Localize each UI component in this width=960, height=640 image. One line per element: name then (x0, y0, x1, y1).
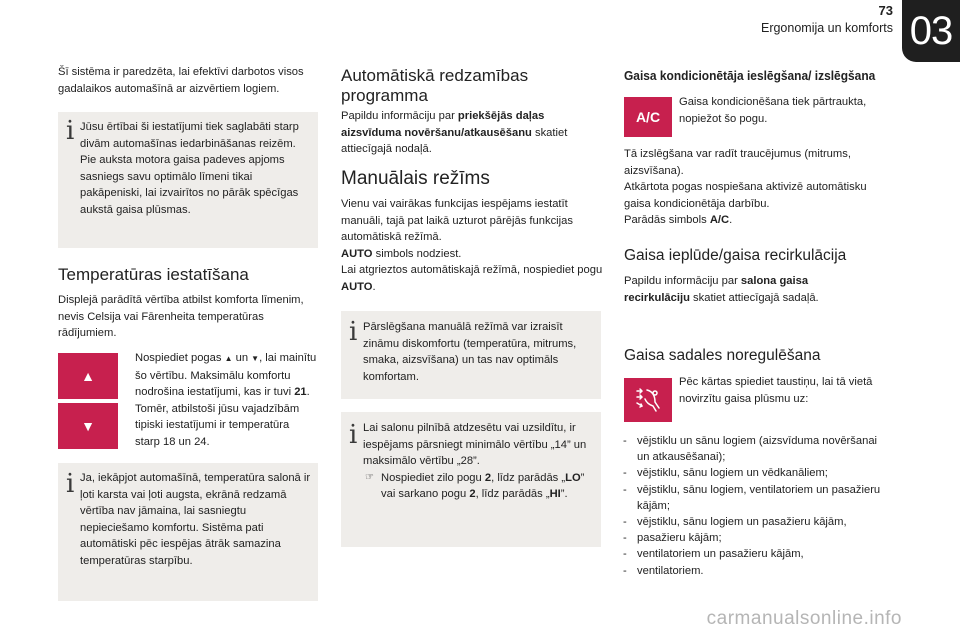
temperature-buttons-text: Nospiediet pogas ▲ un ▼, lai mainītu šo vērtību. Maksimālu komfortu nodrošina iestatījumi, kas ir tuvi 21. Tomēr, atbilstoši jūsu vajadzībām tipiski iestatījumi ir temperatūra starp 18 un 24. (135, 352, 317, 448)
air-distribution-button[interactable] (624, 378, 672, 422)
intro-paragraph: Šī sistēma ir paredzēta, lai efektīvi darbotos visos gadalaikos automašīnā ar aizvērtiem logiem. (58, 66, 304, 95)
air-distribution-icon (633, 385, 663, 415)
info-icon: i (349, 317, 358, 347)
info-box-manual-warning (341, 311, 601, 399)
manual-mode-paragraph: Vienu vai vairākas funkcijas iespējams iestatīt manuāli, tajā pat laikā uzturot pārējās funkcijas automātiskā režīmā. AUTO simbols nodziest. Lai atgrieztos automātiskajā režīmā, nospiediet pogu AUTO. (341, 198, 603, 293)
ac-button-text: Gaisa kondicionēšana tiek pārtraukta, nopiežot šo pogu. (679, 96, 867, 125)
recirculation-paragraph: Papildu informāciju par salona gaisa recirkulāciju skatiet attiecīgajā sadaļā. (624, 275, 819, 304)
auto-visibility-paragraph: Papildu informāciju par priekšējās daļas aizsvīduma novēršanu/atkausēšanu skatiet attiecīgajā nodaļā. (341, 110, 568, 155)
info-icon: i (349, 420, 358, 450)
watermark: carmanualsonline.info (706, 608, 902, 629)
ac-button[interactable]: A/C (624, 97, 672, 137)
list-item: - pasažieru kājām; (621, 530, 891, 546)
info-text-auto-temp: Ja, iekāpjot automašīnā, temperatūra salonā ir ļoti karsta vai ļoti augsta, ekrānā redzamā vērtība nav jāmaina, lai sasniegtu nepieciešamo komfortu. Sistēma pati automātiski pēc iespējas ātrāk samazina temperatūras starpību. (80, 472, 311, 567)
heading-air-distribution: Gaisa sadales noregulēšana (624, 347, 821, 364)
list-item: - vējstiklu un sānu logiem (aizsvīduma novēršanai un atkausēšanai); (621, 433, 891, 465)
up-arrow-icon: ▲ (81, 368, 95, 384)
info-text-manual-warning: Pārslēgšana manuālā režīmā var izraisīt zināmu diskomfortu (temperatūra, mitrums, smaka, aizsvīšana) un tas nav optimāls komfortam. (363, 321, 577, 383)
info-text-lo-hi: Lai salonu pilnībā atdzesētu vai uzsildītu, ir iespējams pārsniegt minimālo vērtību „14” un maksimālo vērtību „28”. ☞ Nospiediet zilo pogu 2, līdz parādās „LO” vai sarkano pogu 2, līdz parādās „HI”. (363, 422, 587, 500)
air-distribution-text: Pēc kārtas spiediet taustiņu, lai tā vietā novirzītu gaisa plūsmu uz: (679, 376, 873, 405)
down-arrow-inline-icon: ▼ (251, 354, 260, 363)
chapter-title: Ergonomija un komforts (760, 21, 893, 35)
heading-recirculation: Gaisa ieplūde/gaisa recirkulācija (624, 247, 847, 264)
list-item: - vējstiklu, sānu logiem un vēdkanāliem; (621, 465, 891, 481)
hand-pointer-icon: ☞ (365, 471, 374, 483)
air-distribution-list (621, 433, 891, 579)
heading-manual-mode: Manuālais režīms (341, 168, 490, 189)
list-item: - ventilatoriem un pasažieru kājām, (621, 546, 891, 562)
info-icon: i (66, 116, 75, 146)
info-box-lo-hi (341, 412, 601, 547)
up-arrow-inline-icon: ▲ (224, 354, 233, 363)
down-arrow-icon: ▼ (81, 418, 95, 434)
heading-temperature: Temperatūras iestatīšana (58, 265, 249, 284)
ac-paragraph: Tā izslēgšana var radīt traucējumus (mitrums, aizsvīšana). Atkārtota pogas nospiešana aktivizē automātisku gaisa kondicionētāja darbību. Parādās simbols A/C. (624, 148, 867, 226)
heading-auto-visibility: Automātiskā redzamības programma (341, 66, 529, 105)
info-box-auto-temp (58, 463, 318, 601)
list-item: - vējstiklu, sānu logiem, ventilatoriem un pasažieru kājām; (621, 482, 891, 514)
list-item: - ventilatoriem. (621, 563, 891, 579)
temperature-down-button[interactable] (58, 403, 118, 449)
temperature-up-button[interactable] (58, 353, 118, 399)
list-item: - vējstiklu, sānu logiem un pasažieru kājām, (621, 514, 891, 530)
chapter-tab: 03 (902, 0, 960, 62)
info-icon: i (66, 469, 75, 499)
page-number: 73 (878, 3, 893, 18)
info-box-memory (58, 112, 318, 248)
temperature-paragraph: Displejā parādītā vērtība atbilst komforta līmenim, nevis Celsija vai Fārenheita temperatūras rādījumiem. (58, 294, 304, 339)
info-text-memory: Jūsu ērtībai ši iestatījumi tiek saglabāti starp divām automašīnas iedarbināšanas reizēm. Pie auksta motora gaisa padeves apjoms sasniegs savu optimālo līmeni tikai pakāpeniski, lai izvairītos no pārāk spēcīgas aukstā gaisa plūsmas. (80, 121, 299, 216)
heading-ac: Gaisa kondicionētāja ieslēgšana/ izslēgšana (624, 68, 876, 83)
